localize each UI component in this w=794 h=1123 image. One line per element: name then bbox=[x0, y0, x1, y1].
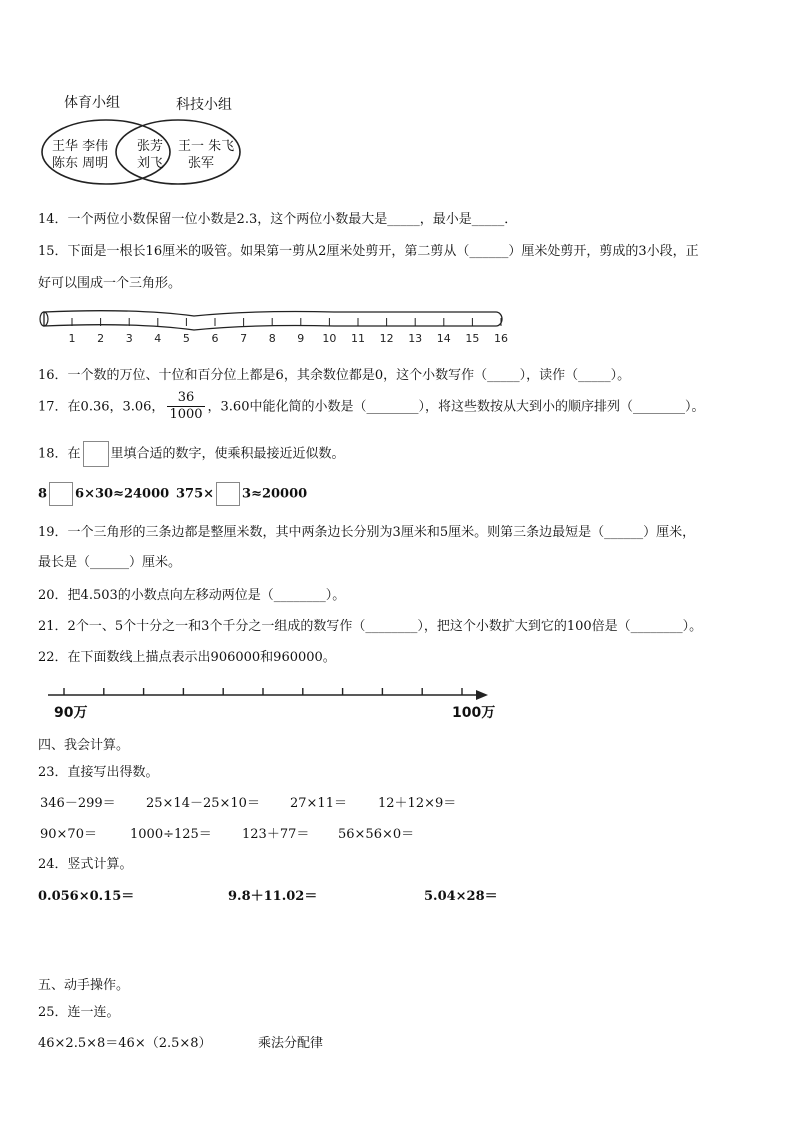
question-19-line2: 最长是（______）厘米。 bbox=[38, 555, 182, 570]
straw-tick-label: 14 bbox=[436, 332, 451, 345]
venn-mid-line1: 张芳 bbox=[137, 139, 164, 154]
item-b-pre: 375× bbox=[176, 486, 215, 502]
question-20: 20．把4.503的小数点向左移动两位是（________）。 bbox=[38, 588, 346, 603]
vertical-calc-3: 5.04×28＝ bbox=[424, 889, 498, 904]
vertical-calc-2: 9.8＋11.02＝ bbox=[228, 889, 318, 904]
venn-right-line1: 王一 朱飞 bbox=[178, 139, 235, 154]
straw-tick-label: 16 bbox=[494, 332, 508, 345]
question-15-line2: 好可以围成一个三角形。 bbox=[38, 276, 182, 291]
question-18-post: 里填合适的数字，使乘积最接近近似数。 bbox=[110, 446, 345, 462]
number-line-arrow bbox=[476, 690, 488, 700]
question-18 bbox=[38, 441, 345, 467]
straw-tick-label: 8 bbox=[268, 332, 276, 345]
straw-tick-label: 7 bbox=[240, 332, 248, 345]
venn-left-line2: 陈东 周明 bbox=[52, 156, 109, 171]
calc-row1-item1: 346－299＝ bbox=[40, 796, 116, 811]
straw-tick-label: 6 bbox=[211, 332, 219, 345]
venn-right-line2: 张军 bbox=[188, 156, 215, 171]
question-18-item-b bbox=[176, 482, 307, 506]
calc-row2-item3: 123＋77＝ bbox=[242, 827, 310, 842]
question-25: 25．连一连。 bbox=[38, 1005, 120, 1020]
question-17-post: ，3.60中能化简的小数是（________），将这些数按从大到小的顺序排列（________）。 bbox=[207, 399, 705, 415]
item-a-pre: 8 bbox=[38, 486, 48, 502]
fraction-36-over-1000 bbox=[167, 390, 204, 424]
straw-tick-label: 9 bbox=[297, 332, 305, 345]
section-4-heading: 四、我会计算。 bbox=[38, 738, 130, 753]
calc-row1-item3: 27×11＝ bbox=[290, 796, 347, 811]
link-right-law[interactable]: 乘法分配律 bbox=[258, 1036, 324, 1051]
question-21: 21．2个一、5个十分之一和3个千分之一组成的数写作（________），把这个小数扩大到它的100倍是（________）。 bbox=[38, 619, 703, 634]
straw-ruler bbox=[34, 304, 514, 348]
fraction-numerator: 36 bbox=[167, 390, 204, 407]
vertical-calc-1: 0.056×0.15＝ bbox=[38, 889, 135, 904]
straw-tick-label: 12 bbox=[379, 332, 394, 345]
venn-left-line1: 王华 李伟 bbox=[52, 139, 109, 154]
calc-row2-item4: 56×56×0＝ bbox=[338, 827, 415, 842]
question-15-line1: 15．下面是一根长16厘米的吸管。如果第一剪从2厘米处剪开，第二剪从（______）厘米处剪开，剪成的3小段，正 bbox=[38, 244, 699, 259]
answer-box-a[interactable] bbox=[49, 482, 73, 506]
item-b-post: 3≈20000 bbox=[242, 486, 308, 502]
straw-tick-label: 2 bbox=[97, 332, 105, 345]
question-24: 24．竖式计算。 bbox=[38, 857, 133, 872]
calc-row2-item2: 1000÷125＝ bbox=[130, 827, 212, 842]
link-left-expression[interactable]: 46×2.5×8＝46×（2.5×8） bbox=[38, 1036, 212, 1051]
answer-box-b[interactable] bbox=[216, 482, 240, 506]
straw-tick-label: 5 bbox=[182, 332, 190, 345]
straw-body bbox=[44, 311, 502, 330]
straw-tick-label: 1 bbox=[68, 332, 76, 345]
number-line-right-label: 100万 bbox=[452, 705, 496, 721]
number-line-left-label: 90万 bbox=[54, 705, 88, 721]
calc-row1-item4: 12＋12×9＝ bbox=[378, 796, 457, 811]
question-14: 14．一个两位小数保留一位小数是2.3，这个两位小数最大是_____，最小是_____． bbox=[38, 212, 518, 227]
question-19-line1: 19．一个三角形的三条边都是整厘米数，其中两条边长分别为3厘米和5厘米。则第三条边最短是（______）厘米， bbox=[38, 525, 696, 540]
straw-tick-label: 13 bbox=[408, 332, 423, 345]
straw-tick-label: 10 bbox=[322, 332, 337, 345]
section-5-heading: 五、动手操作。 bbox=[38, 978, 130, 993]
fraction-denominator: 1000 bbox=[169, 407, 203, 423]
number-line bbox=[40, 682, 500, 704]
straw-tick-label: 11 bbox=[351, 332, 365, 345]
calc-row2-item1: 90×70＝ bbox=[40, 827, 97, 842]
question-17 bbox=[38, 390, 704, 424]
question-23: 23．直接写出得数。 bbox=[38, 765, 159, 780]
calc-row1-item2: 25×14－25×10＝ bbox=[146, 796, 260, 811]
venn-mid-line2: 刘飞 bbox=[137, 156, 164, 171]
straw-tick-label: 4 bbox=[154, 332, 162, 345]
question-16: 16．一个数的万位、十位和百分位上都是6，其余数位都是0，这个小数写作（_____），读作（_____）。 bbox=[38, 368, 631, 383]
question-17-pre: 17．在0.36，3.06， bbox=[38, 399, 165, 415]
venn-left-title: 体育小组 bbox=[64, 95, 120, 111]
item-a-post: 6×30≈24000 bbox=[75, 486, 170, 502]
question-18-pre: 18．在 bbox=[38, 446, 81, 462]
straw-tick-label: 3 bbox=[125, 332, 133, 345]
venn-right-title: 科技小组 bbox=[176, 97, 232, 113]
straw-tick-label: 15 bbox=[465, 332, 480, 345]
answer-box[interactable] bbox=[83, 441, 109, 467]
question-22: 22．在下面数线上描点表示出906000和960000。 bbox=[38, 650, 336, 665]
question-18-item-a bbox=[38, 482, 169, 506]
